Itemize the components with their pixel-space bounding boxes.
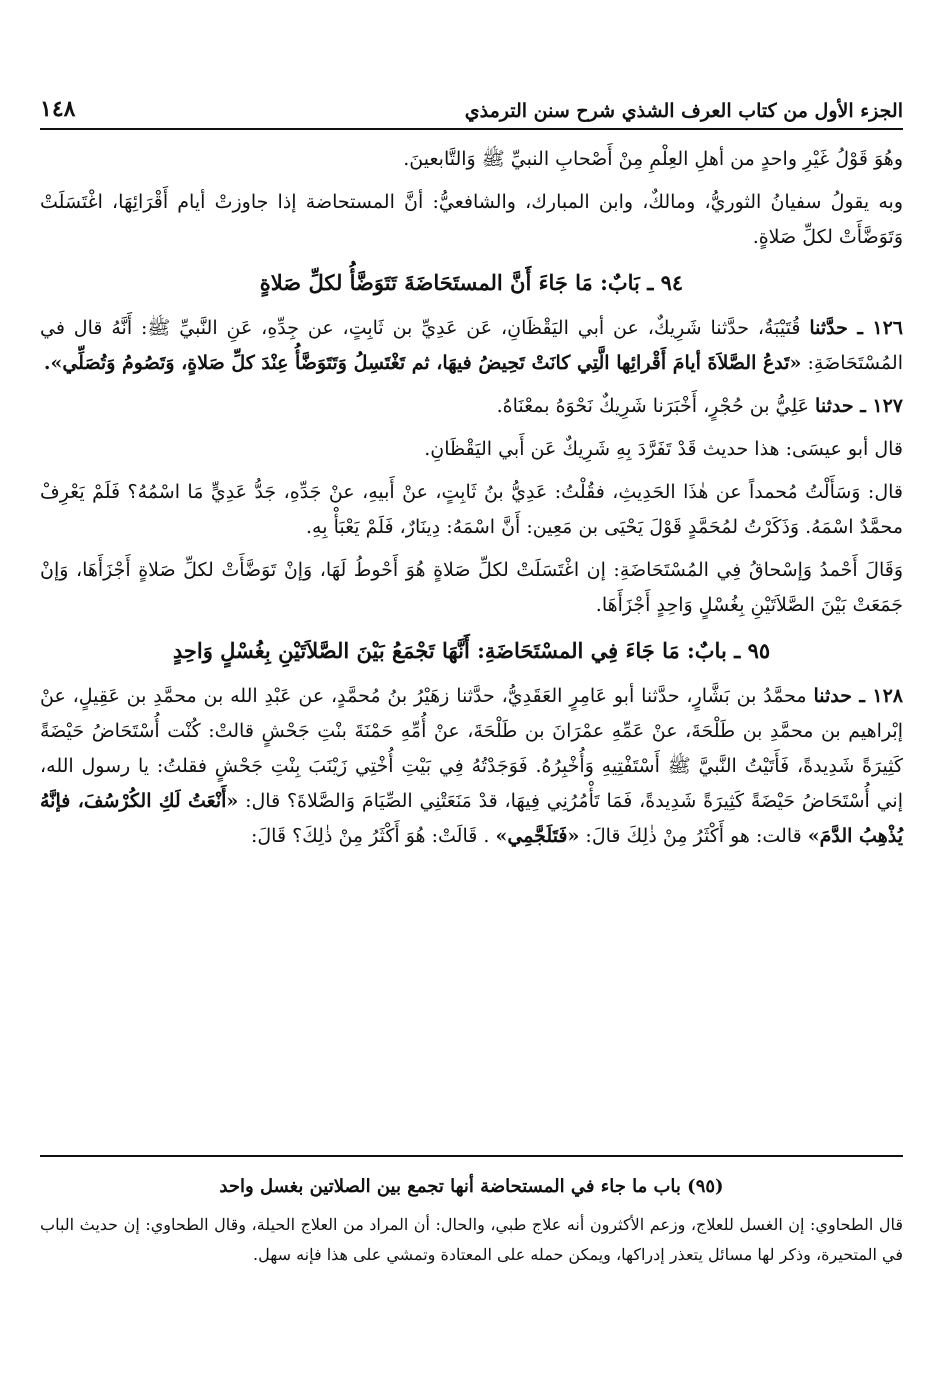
hadith-127-text: عَلِيُّ بن حُجْرٍ، أَخْبَرَنا شَرِيكٌ نَحْوَهُ بمعْنَاهُ. (496, 395, 809, 417)
notes-divider (40, 1155, 903, 1157)
abu-isa-comment: قال أبو عيسَى: هذا حديث قَدْ تَفَرَّدَ بِهِ شَرِيكٌ عَن أَبي اليَقْظَانِ. (424, 438, 903, 460)
paragraph-1: وهُوَ قَوْلُ غَيْرِ واحدٍ من أهلِ العِلْمِ مِنْ أَصْحابِ النبيِّ ﷺ وَالتَّابعينَ. (403, 148, 903, 170)
hadith-126-quote: «تَدعُ الصَّلاَةَ أيامَ أَقْرائِها الَّتِي كانَتْ تَحِيضُ فيهَا، ثم تَغْتَسِلُ وَتَتَوَضَّأُ عِنْدَ كلِّ صَلاةٍ، وَتَصُومُ وَتُصَلِّي». (43, 352, 802, 374)
hadith-128-quote-1: «أَنْعَتُ لَكِ الكُرْسُفَ، فإنَّهُ يُذْهِبُ الدَّمَ» (40, 790, 903, 847)
hadith-127 (40, 389, 903, 424)
hadith-128-end: . قَالَتْ: هُوَ أَكْثَرُ مِنْ ذٰلِكَ؟ قَالَ: (250, 825, 490, 847)
paragraph-2: وبه يقولُ سفيانُ الثوريُّ، ومالكٌ، وابن المبارك، والشافعيُّ: أنَّ المستحاضة إذا جاوزتْ أيام أَقْرَائِهَا، اغْتَسَلَتْ وَتَوَضَّأَتْ لكلِّ صَلاةٍ. (40, 191, 903, 248)
hadith-126 (40, 311, 903, 381)
hadith-number-127: ١٢٧ ـ حدثنا (815, 395, 903, 417)
hadith-128-mid: قالت: هو أَكْثَرُ مِنْ ذٰلِكَ قالَ: (579, 825, 802, 847)
page-header (40, 82, 903, 130)
hadith-128-text: محمَّدُ بن بَشَّارٍ، حدَّثنا أبو عَامِرٍ العَقَدِيُّ، حدَّثنا زهَيْرُ بنُ مُحمَّدٍ، عن عَبْدِ الله بن محمَّدِ بن عَقِيلٍ، عنْ إبْراهيم بن محمَّدِ بن طَلْحَةَ، عنْ عَمِّهِ عمْرَانَ بن طَلْحَةَ، عنْ أُمِّهِ حَمْنَةَ بنْتِ جَحْشٍ قالتْ: كُنْت أُسْتَحَاضُ حَيْضَةً كَثِيرَةً شَدِيدةً، فَأَتَيْتُ النَّبيَّ ﷺ أَسْتَفْتِيهِ وَأُخْبِرُهُ. فَوَجَدْتُهُ فِي بَيْتِ أُخْتِي زَيْنَبَ بِنْتِ جَحْشٍ فقلتُ: يا رسول الله، إني أُسْتَحَاضُ حَيْضَةً كَثِيرَةً شَدِيدةً، فَمَا تَأْمُرُنِي فِيهَا، قدْ مَنَعَتْنِي الصِّيَامَ وَالصَّلاةَ؟ قال: (40, 685, 903, 812)
notes-heading: (٩٥) باب ما جاء في المستحاضة أنها تجمع بين الصلاتين بغسل واحد (219, 1176, 724, 1197)
chapter-heading-94: ٩٤ ـ بَابٌ: مَا جَاءَ أَنَّ المستَحَاضَةَ تَتَوَضَّأُ لكلِّ صَلاةٍ (259, 270, 684, 295)
hadith-number-128: ١٢٨ ـ حدثنا (813, 685, 903, 707)
main-text (40, 142, 903, 862)
page-number: ١٤٨ (40, 96, 76, 122)
hadith-128 (40, 679, 903, 854)
hadith-126-text: قُتَيْبَةُ، حدَّثنا شَرِيكٌ، عن أبي اليَقْظَانِ، عَن عَدِيِّ بن ثَابِتٍ، عن جِدِّهِ، عَنِ النَّبيِّ ﷺ: أَنَّهُ قال في المُسْتَحَاضَةِ: (40, 317, 903, 374)
hadith-128-quote-2: «فَتَلَجَّمِي» (495, 825, 580, 847)
commentary-notes (40, 1170, 903, 1270)
ahmad-ishaq-paragraph: وَقَالَ أَحْمدُ وَإسْحاقُ فِي المُسْتَحَاضَةِ: إن اغْتَسَلَتْ لكلِّ صَلاةٍ هُوَ أَحْوطُ لَهَا، وَإنْ تَوَضَّأَتْ لكلِّ صَلاةٍ أَجْزَأَهَا، وَإنْ جَمَعَتْ بَيْنَ الصَّلاَتَيْنِ بِغُسْلٍ وَاحِدٍ أَجْزَأَهَا. (40, 559, 903, 616)
chapter-heading-95: ٩٥ ـ بابٌ: مَا جَاءَ فِي المسْتَحَاضَةِ: أَنَّهَا تَجْمَعُ بَيْنَ الصَّلاَتَيْنِ بِغُسْلٍ وَاحِدٍ (172, 638, 771, 663)
notes-text: قال الطحاوي: إن الغسل للعلاج، وزعم الأكثرون أنه علاج طبي، والحال: أن المراد من العلاج الحيلة، وقال الطحاوي: إن حديث الباب في المتحيرة، وذكر لها مسائل يتعذر إدراكها، ويمكن حمله على المعتادة وتمشي على هذا فإنه سهل. (40, 1215, 903, 1264)
hadith-number-126: ١٢٦ ـ حدَّثنا (809, 317, 903, 339)
running-title: الجزء الأول من كتاب العرف الشذي شرح سنن الترمذي (464, 100, 903, 122)
qala-paragraph: قال: وَسَأَلْتُ مُحمداً عن هٰذَا الحَدِيثِ، فقُلْتُ: عَدِيُّ بنُ ثَابِتٍ، عنْ أَبيهِ، عنْ جَدِّهِ، جَدُّ عَدِيٍّ مَا اسْمُهُ؟ فَلَمْ يَعْرِفْ محمَّدٌ اسْمَهُ. وَذَكَرْتُ لمُحَمَّدٍ قَوْلَ يَحْيَى بن مَعِين: أَنَّ اسْمَهُ: دِينَارٌ، فَلَمْ يَعْبَأْ بِهِ. (40, 481, 903, 538)
